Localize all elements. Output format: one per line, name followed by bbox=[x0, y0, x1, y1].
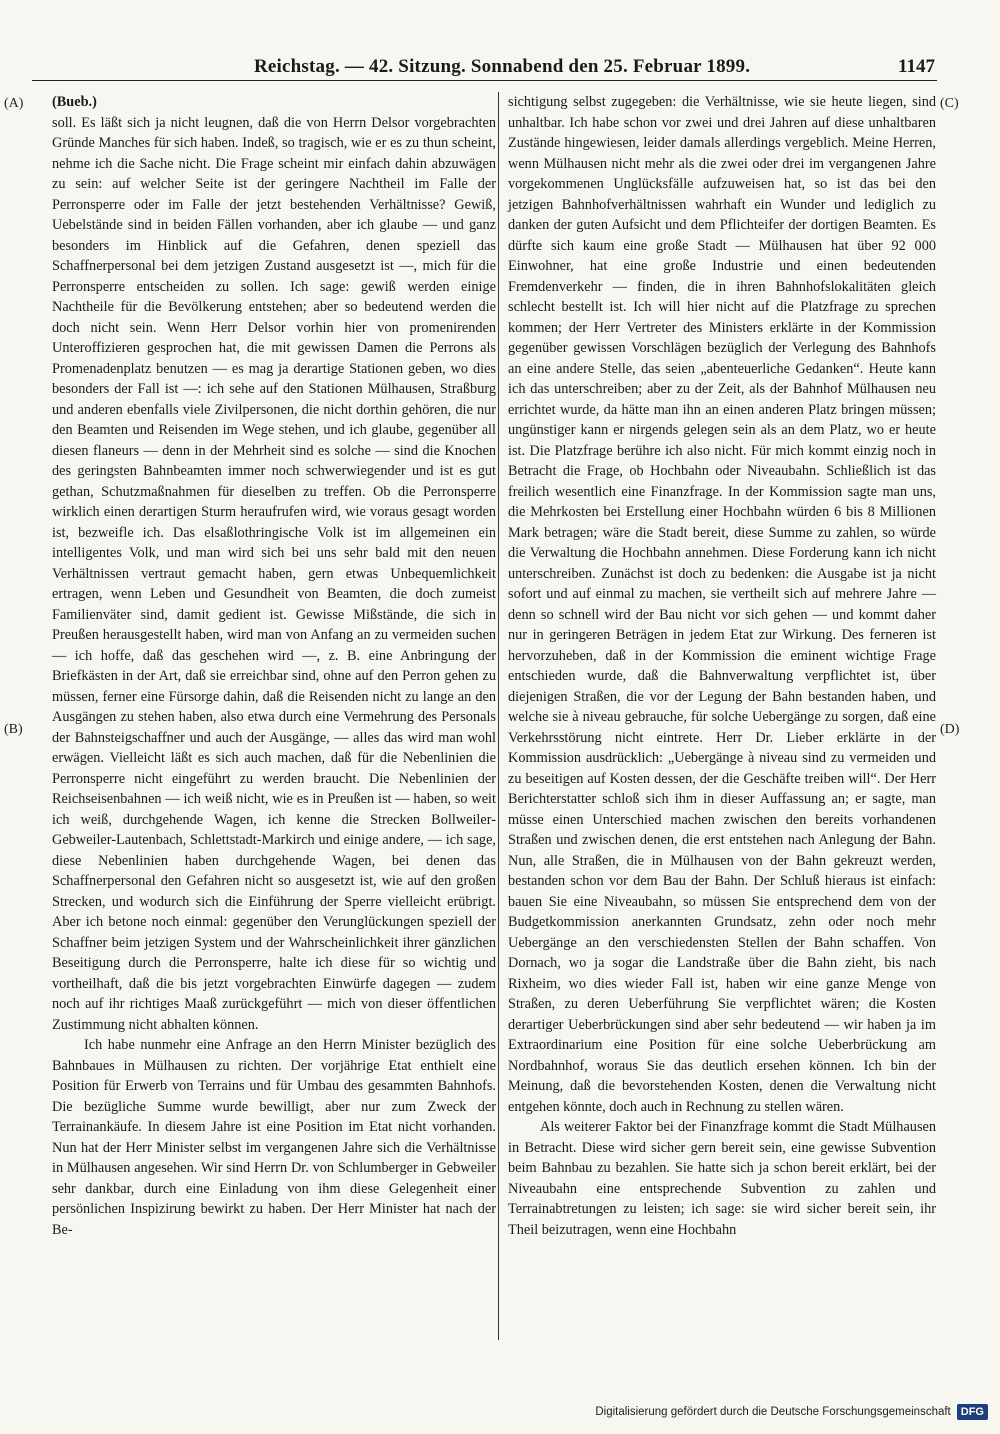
right-paragraph-2: Als weiterer Faktor bei der Finanzfrage kommt die Stadt Mülhausen in Betracht. Diese wird sicher gern bereit sein, eine gewisse Subvention beim Bahnbau zu bezahlen. Sie hatte sich ja schon bereit erklärt, bei der Niveaubahn eine entsprechende Subvention zu zahlen und Terrainabtretungen zu leisten; ich sage: sie wird sicher bereit sein, ihr Theil beizutragen, wenn eine Hochbahn bbox=[508, 1119, 936, 1238]
margin-marker-b: (B) bbox=[4, 722, 23, 737]
margin-marker-d: (D) bbox=[940, 722, 960, 737]
page-header bbox=[32, 56, 937, 82]
right-column bbox=[508, 92, 936, 1240]
digitization-credit bbox=[595, 1404, 988, 1420]
credit-text: Digitalisierung gefördert durch die Deutsche Forschungsgemeinschaft bbox=[595, 1406, 951, 1418]
left-column bbox=[52, 92, 496, 1240]
page-number: 1147 bbox=[898, 56, 935, 77]
column-divider bbox=[498, 92, 499, 1340]
right-paragraph-1: sichtigung selbst zugegeben: die Verhältnisse, wie sie heute liegen, sind unhaltbar. Ich habe schon vor zwei und drei Jahren auf diese unhaltbaren Zustände hingewiesen, leider damals allerdings vergeblich. Meine Herren, wenn Mülhausen nicht mehr als die zwei oder drei im vergangenen Jahre vorgekommenen Unglücksfälle aufzuweisen hat, so ist das bei den jetzigen Bahnhofverhältnissen wahrhaft ein Wunder und lediglich zu danken der guten Aufsicht und dem Pflichteifer der dortigen Beamten. Es dürfte sich kaum eine große Stadt — Mülhausen hat über 92 000 Einwohner, hat eine große Industrie und einen bedeutenden Fremdenverkehr — finden, die in ihren Bahnhofslokalitäten gleich schlecht bestellt ist. Ich will hier nicht auf die Platzfrage zu sprechen kommen; der Herr Vertreter des Ministers erklärte in der Kommission gegenüber gewissen Vorschlägen bezüglich der Verlegung des Bahnhofs an eine andere Stelle, das seien „abenteuerliche Gedanken“. Heute kann ich das unterschreiben; aber zu der Zeit, als der Bahnhof Mülhausen neu errichtet wurde, da hätte man ihn an einen anderen Platz bringen müssen; ungünstiger kann er nirgends gelegen sein als an dem Platz, wo er heute ist. Die Platzfrage berühre ich also nicht. Für mich kommt einzig noch in Betracht die Frage, ob Hochbahn oder Niveaubahn. Schließlich ist das freilich wesentlich eine Finanzfrage. In der Kommission sagte man uns, die Mehrkosten bei Erstellung einer Hochbahn würden 6 bis 8 Millionen Mark betragen; wäre die Stadt bereit, diese Summe zu zahlen, so würde die Verwaltung die Hochbahn annehmen. Diese Forderung kann ich nicht unterschreiben. Zunächst ist doch zu bedenken: die Ausgabe ist ja nicht sofort und auf einmal zu machen, sie vertheilt sich auf mehrere Jahre — denn so schnell wird der Bau nicht vor sich gehen — und kommt daher nur in geringeren Beträgen in jedem Etat zur Wirkung. Des ferneren ist hervorzuheben, daß in der Kommission die eminent wichtige Frage entschieden wurde, daß die Bahnverwaltung verpflichtet ist, über diejenigen Straßen, die vor der Legung der Bahn bestanden haben, und welche sie à niveau gebrauche, für solche Uebergänge zu sorgen, daß eine Verkehrsstörung nicht eintrete. Herr Dr. Lieber erklärte in der Kommission ausdrücklich: „Uebergänge à niveau sind zu vermeiden und zu beseitigen auf Kosten dessen, der die Geschäfte treiben will“. Der Herr Berichterstatter schloß sich ihm in dieser Auffassung an; er sagte, man müsse einen Unterschied machen zwischen den bereits vorhandenen Straßen und zwischen denen, die erst entstehen nach Anlegung der Bahn. Nun, alle Straßen, die in Mülhausen von der Bahn gekreuzt werden, bestanden schon vor dem Bau der Bahn. Der Schluß hieraus ist einfach: bauen Sie eine Niveaubahn, so müssen Sie entsprechend dem von der Budgetkommission anerkannten Grundsatz, zehn oder noch mehr Uebergänge an den verschiedensten Stellen der Bahn schaffen. Von Dornach, wo ja sogar die Landstraße über die Bahn zieht, bis nach Rixheim, wo dies wieder Fall ist, haben wir eine ganze Menge von Straßen, zu deren Ueberführung Sie verpflichtet wären; die Kosten derartiger Ueberbrückungen sind aber sehr bedeutend — wir haben ja im Extraordinarium eine Position für eine solche Ueberbrückung am Nordbahnhof, woraus Sie das deutlich ersehen können. Ich bin der Meinung, daß die bevorstehenden Kosten, denen die Verwaltung nicht entgehen könnte, doch auch in Rechnung zu stellen wären. bbox=[508, 94, 936, 1115]
left-paragraph-2: Ich habe nunmehr eine Anfrage an den Herrn Minister bezüglich des Bahnbaues in Mülhausen zu richten. Der vorjährige Etat enthielt eine Position für Erwerb von Terrains und für Umbau des gesammten Bahnhofs. Die bezügliche Summe wurde bewilligt, aber nur zum Zweck der Terrainankäufe. In diesem Jahre ist eine Position im Etat nicht vorhanden. Nun hat der Herr Minister selbst im vergangenen Jahre sich die Verhältnisse in Mülhausen angesehen. Wir sind Herrn Dr. von Schlumberger in Gebweiler sehr dankbar, durch eine Einladung von ihm diese Gelegenheit einer persönlichen Inspizirung bewirkt zu haben. Der Herr Minister hat nach der Be- bbox=[52, 1037, 496, 1238]
speaker-name: (Bueb.) bbox=[52, 94, 97, 110]
margin-marker-c: (C) bbox=[940, 96, 959, 111]
running-title: Reichstag. — 42. Sitzung. Sonnabend den 25. Februar 1899. bbox=[254, 56, 751, 77]
margin-marker-a: (A) bbox=[4, 96, 24, 111]
dfg-logo: DFG bbox=[957, 1404, 988, 1420]
left-paragraph-1: soll. Es läßt sich ja nicht leugnen, daß die von Herrn Delsor vorgebrachten Gründe Manches für sich haben. Indeß, so tragisch, wie er es zu thun scheint, nehme ich die Sache nicht. Die Frage scheint mir einfach dahin abzuwägen zu sein: auf welcher Seite ist der geringere Nachtheil im Falle der Perronsperre oder im Falle der jetzt bestehenden Verhältnisse? Gewiß, Uebelstände sind in beiden Fällen vorhanden, aber ich glaube — und ganz besonders im Hinblick auf die Gefahren, denen speziell das Schaffnerpersonal bei dem jetzigen Zustand ausgesetzt ist —, mich für die Perronsperre entscheiden zu sollen. Ich sage: gewiß werden einige Nachtheile für die Bevölkerung entstehen; aber so bedeutend werden die doch nicht sein. Wenn Herr Delsor vorhin hier von promenirenden Unteroffizieren gesprochen hat, die mit gewissen Damen die Perrons als Promenadenplatz benutzen — es mag ja derartige Stationen geben, wo dies besonders der Fall ist —: ich sehe auf den Stationen Mülhausen, Straßburg und anderen ebenfalls viele Zivilpersonen, die nicht dorthin gehören, die nur den Beamten und Reisenden im Wege stehen, und ich glaube, gegenüber all diesen flaneurs — denn in der Mehrheit sind es solche — sind die Knochen des geringsten Bahnbeamten immer noch schwerwiegender und ist es gut gethan, Schutzmaßnahmen für dieselben zu treffen. Ob die Perronsperre wirklich einen derartigen Sturm heraufrufen wird, wie voraus gesagt worden ist, bezweifle ich. Das elsaßlothringische Volk ist im allgemeinen ein intelligentes Volk, und man wird sich bei uns sehr bald mit den neuen Verhältnissen vertraut gemacht haben, gern etwas Unbequemlichkeit ertragen, wenn Leben und Gesundheit von Beamten, die doch zumeist Familienväter sind, damit gedient ist. Gewisse Mißstände, die sich in Preußen herausgestellt haben, wird man von Anfang an zu vermeiden suchen — ich hoffe, daß das geschehen wird —, z. B. eine Anbringung der Briefkästen in der Art, daß sie erreichbar sind, ohne auf den Perron gehen zu müssen, ferner eine Fürsorge dahin, daß die Reisenden nicht zu lange an den Ausgängen zu stehen haben, also etwa durch eine Vermehrung des Personals der Bahnsteigschaffner und auch der Ausgänge, — alles das wird man wohl erwägen. Vielleicht läßt es sich auch machen, daß für die Nebenlinien die Perronsperre nicht eingeführt zu werden braucht. Die Nebenlinien der Reichseisenbahnen — ich weiß nicht, wie es in Preußen ist — haben, so weit ich weiß, durchgehende Wagen, ich kenne die Strecken Bollweiler-Gebweiler-Lautenbach, Schlettstadt-Markirch und einige andere, — ich sage, diese Nebenlinien haben durchgehende Wagen, bei denen das Schaffnerpersonal den Gefahren nicht so ausgesetzt ist, wie auf den großen Strecken, und wodurch sich die Einführung der Sperre vielleicht erübrigt. Aber ich betone noch einmal: gegenüber den Verunglückungen speziell der Schaffner beim jetzigen System und der Wahrscheinlichkeit ihrer gänzlichen Beseitigung durch die Perronsperre, halte ich diese für so wichtig und vortheilhaft, daß die bis jetzt vorgebrachten Einwürfe dagegen — zudem noch auf ihr richtiges Maaß zurückgeführt — mich von dieser öffentlichen Zustimmung nicht abhalten können. bbox=[52, 114, 496, 1033]
header-rule bbox=[32, 80, 937, 81]
